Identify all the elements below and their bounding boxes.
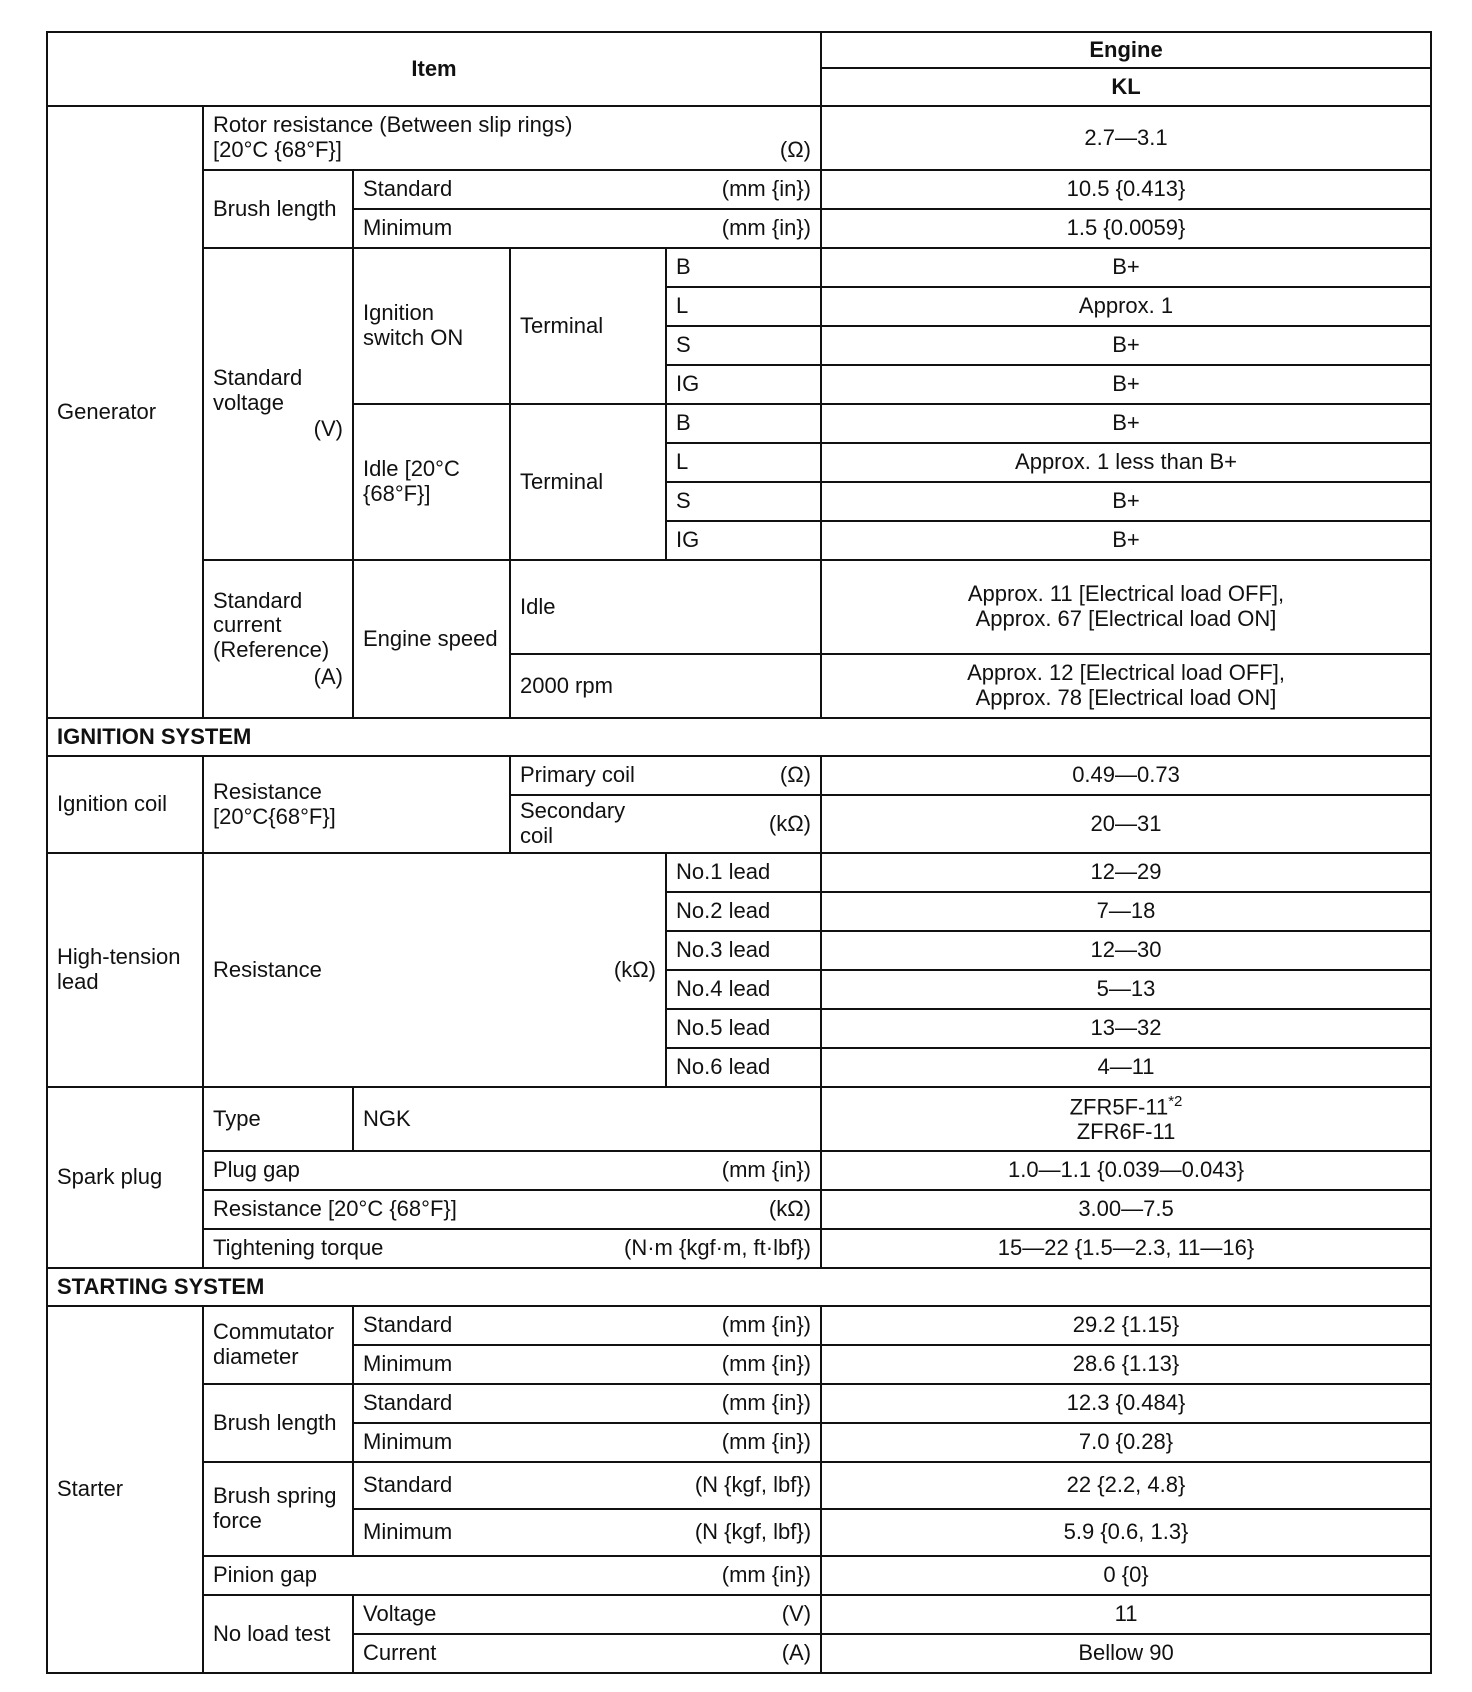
lead-2-value: 7—18 <box>821 892 1431 931</box>
coil-resistance-label: Resistance <box>213 778 322 804</box>
speed-idle-value <box>821 560 1431 654</box>
speed-2000-value <box>821 654 1431 718</box>
pinion-gap-unit: (mm {in}) <box>721 1562 812 1588</box>
ignition-system-heading: IGNITION SYSTEM <box>47 718 1431 756</box>
spring-min-unit: (N {kgf, lbf}) <box>694 1519 812 1545</box>
plug-resistance-value: 3.00—7.5 <box>821 1190 1431 1229</box>
gen-brush-std-value: 10.5 {0.413} <box>821 170 1431 209</box>
spark-plug-label: Spark plug <box>47 1087 203 1268</box>
comm-min-unit: (mm {in}) <box>721 1351 812 1377</box>
standard-voltage-cell <box>203 248 353 560</box>
plug-type-footnote: *2 <box>1168 1092 1183 1110</box>
starter-label: Starter <box>47 1306 203 1673</box>
plug-gap-value: 1.0—1.1 {0.039—0.043} <box>821 1151 1431 1190</box>
ign-terminal-s: S <box>666 326 821 365</box>
lead-5: No.5 lead <box>666 1009 821 1048</box>
spring-std-unit: (N {kgf, lbf}) <box>694 1472 812 1498</box>
lead-3: No.3 lead <box>666 931 821 970</box>
ign-terminal-l-value: Approx. 1 <box>821 287 1431 326</box>
speed-2000-label: 2000 rpm <box>510 654 821 718</box>
standard-voltage-unit: (V) <box>313 416 343 442</box>
primary-coil-unit: (Ω) <box>779 762 812 788</box>
noload-current-unit: (A) <box>781 1640 812 1666</box>
noload-voltage-value: 11 <box>821 1595 1431 1634</box>
idle-terminal-b-value: B+ <box>821 404 1431 443</box>
comm-min-label: Minimum <box>363 1351 453 1377</box>
comm-min-value: 28.6 {1.13} <box>821 1345 1431 1384</box>
ign-terminal-b: B <box>666 248 821 287</box>
plug-gap-label: Plug gap <box>213 1157 300 1183</box>
rotor-temp: [20°C {68°F}] <box>213 137 342 162</box>
high-tension-lead-label: High-tension lead <box>47 853 203 1087</box>
idle-terminal-s-value: B+ <box>821 482 1431 521</box>
gen-brush-min-value: 1.5 {0.0059} <box>821 209 1431 248</box>
lead-6-value: 4—11 <box>821 1048 1431 1087</box>
coil-resistance-temp: [20°C{68°F}] <box>213 803 336 829</box>
no-load-test-label: No load test <box>203 1595 353 1673</box>
noload-voltage-label: Voltage <box>363 1601 437 1627</box>
gen-brush-min-label: Minimum <box>363 215 453 241</box>
comm-std-unit: (mm {in}) <box>721 1312 812 1338</box>
pinion-gap-label: Pinion gap <box>213 1562 317 1588</box>
speed-idle-label: Idle <box>510 560 821 654</box>
noload-voltage-unit: (V) <box>781 1601 812 1627</box>
plug-type-value-2: ZFR6F-11 <box>1076 1118 1176 1144</box>
ign-terminal-ig-value: B+ <box>821 365 1431 404</box>
header-engine-code: KL <box>821 68 1431 106</box>
lead-1-value: 12—29 <box>821 853 1431 892</box>
header-item: Item <box>47 32 821 106</box>
plug-type-value-1: ZFR5F-11 <box>1069 1094 1169 1120</box>
idle-terminal-s: S <box>666 482 821 521</box>
ht-resistance-label: Resistance <box>213 956 322 982</box>
idle-terminal-l-value: Approx. 1 less than B+ <box>821 443 1431 482</box>
lead-1: No.1 lead <box>666 853 821 892</box>
idle-terminal-label: Terminal <box>510 404 666 560</box>
starter-brush-std-label: Standard <box>363 1390 453 1416</box>
spec-sheet <box>46 31 1430 1677</box>
speed-idle-value-line2: Approx. 67 [Electrical load ON] <box>975 606 1277 631</box>
secondary-coil-value: 20—31 <box>821 795 1431 853</box>
ign-terminal-b-value: B+ <box>821 248 1431 287</box>
noload-current-value: Bellow 90 <box>821 1634 1431 1673</box>
engine-speed-label: Engine speed <box>353 560 510 718</box>
rotor-value: 2.7—3.1 <box>821 106 1431 170</box>
spring-min-value: 5.9 {0.6, 1.3} <box>821 1509 1431 1556</box>
idle-terminal-l: L <box>666 443 821 482</box>
starter-brush-min-value: 7.0 {0.28} <box>821 1423 1431 1462</box>
speed-2000-value-line1: Approx. 12 [Electrical load OFF], <box>967 660 1285 686</box>
ign-terminal-label: Terminal <box>510 248 666 404</box>
speed-2000-value-line2: Approx. 78 [Electrical load ON] <box>975 685 1277 710</box>
speed-idle-value-line1: Approx. 11 [Electrical load OFF], <box>967 581 1285 607</box>
plug-type-value <box>821 1087 1431 1151</box>
lead-4-value: 5—13 <box>821 970 1431 1009</box>
header-engine: Engine <box>821 32 1431 68</box>
noload-current-label: Current <box>363 1640 437 1666</box>
lead-6: No.6 lead <box>666 1048 821 1087</box>
ignition-switch-on-label: Ignition switch ON <box>353 248 510 404</box>
starter-brush-std-unit: (mm {in}) <box>721 1390 812 1416</box>
spring-std-value: 22 {2.2, 4.8} <box>821 1462 1431 1509</box>
lead-5-value: 13—32 <box>821 1009 1431 1048</box>
rotor-resistance-cell <box>203 106 821 170</box>
standard-current-cell <box>203 560 353 718</box>
starter-brush-min-label: Minimum <box>363 1429 453 1455</box>
rotor-unit: (Ω) <box>779 137 812 162</box>
primary-coil-value: 0.49—0.73 <box>821 756 1431 795</box>
idle-terminal-b: B <box>666 404 821 443</box>
ign-terminal-l: L <box>666 287 821 326</box>
generator-label: Generator <box>47 106 203 718</box>
pinion-gap-value: 0 {0} <box>821 1556 1431 1595</box>
starter-brush-std-value: 12.3 {0.484} <box>821 1384 1431 1423</box>
idle-terminal-ig: IG <box>666 521 821 560</box>
lead-4: No.4 lead <box>666 970 821 1009</box>
plug-resistance-unit: (kΩ) <box>768 1196 812 1222</box>
plug-torque-label: Tightening torque <box>213 1235 384 1261</box>
ign-terminal-s-value: B+ <box>821 326 1431 365</box>
starting-system-heading: STARTING SYSTEM <box>47 1268 1431 1306</box>
primary-coil-label: Primary coil <box>520 762 635 788</box>
gen-brush-label: Brush length <box>203 170 353 248</box>
lead-2: No.2 lead <box>666 892 821 931</box>
starter-brush-label: Brush length <box>203 1384 353 1462</box>
comm-std-value: 29.2 {1.15} <box>821 1306 1431 1345</box>
coil-resistance-cell <box>203 756 510 853</box>
lead-3-value: 12—30 <box>821 931 1431 970</box>
gen-brush-std-label: Standard <box>363 176 453 202</box>
plug-ngk-label: NGK <box>353 1087 821 1151</box>
commutator-label: Commutator diameter <box>203 1306 353 1384</box>
plug-gap-unit: (mm {in}) <box>721 1157 812 1183</box>
comm-std-label: Standard <box>363 1312 453 1338</box>
secondary-coil-unit: (kΩ) <box>768 810 812 836</box>
plug-type-label: Type <box>203 1087 353 1151</box>
spring-std-label: Standard <box>363 1472 453 1498</box>
secondary-coil-label: Secondary coil <box>520 798 626 848</box>
ign-terminal-ig: IG <box>666 365 821 404</box>
plug-resistance-label: Resistance [20°C {68°F}] <box>213 1196 457 1222</box>
specification-table <box>46 31 1432 1674</box>
gen-brush-std-unit: (mm {in}) <box>721 176 812 202</box>
ignition-coil-label: Ignition coil <box>47 756 203 853</box>
standard-current-unit: (A) <box>313 663 343 689</box>
ht-resistance-unit: (kΩ) <box>613 956 656 982</box>
standard-voltage-label: Standard voltage <box>213 365 303 415</box>
plug-torque-unit: (N·m {kgf·m, ft·lbf}) <box>624 1235 812 1261</box>
spring-force-label: Brush spring force <box>203 1462 353 1556</box>
standard-current-label: Standard current (Reference) <box>213 587 330 662</box>
starter-brush-min-unit: (mm {in}) <box>721 1429 812 1455</box>
gen-brush-min-unit: (mm {in}) <box>721 215 812 241</box>
rotor-label: Rotor resistance (Between slip rings) <box>213 112 573 138</box>
idle-temp-label: Idle [20°C {68°F}] <box>353 404 510 560</box>
idle-terminal-ig-value: B+ <box>821 521 1431 560</box>
plug-torque-value: 15—22 {1.5—2.3, 11—16} <box>821 1229 1431 1268</box>
spring-min-label: Minimum <box>363 1519 453 1545</box>
